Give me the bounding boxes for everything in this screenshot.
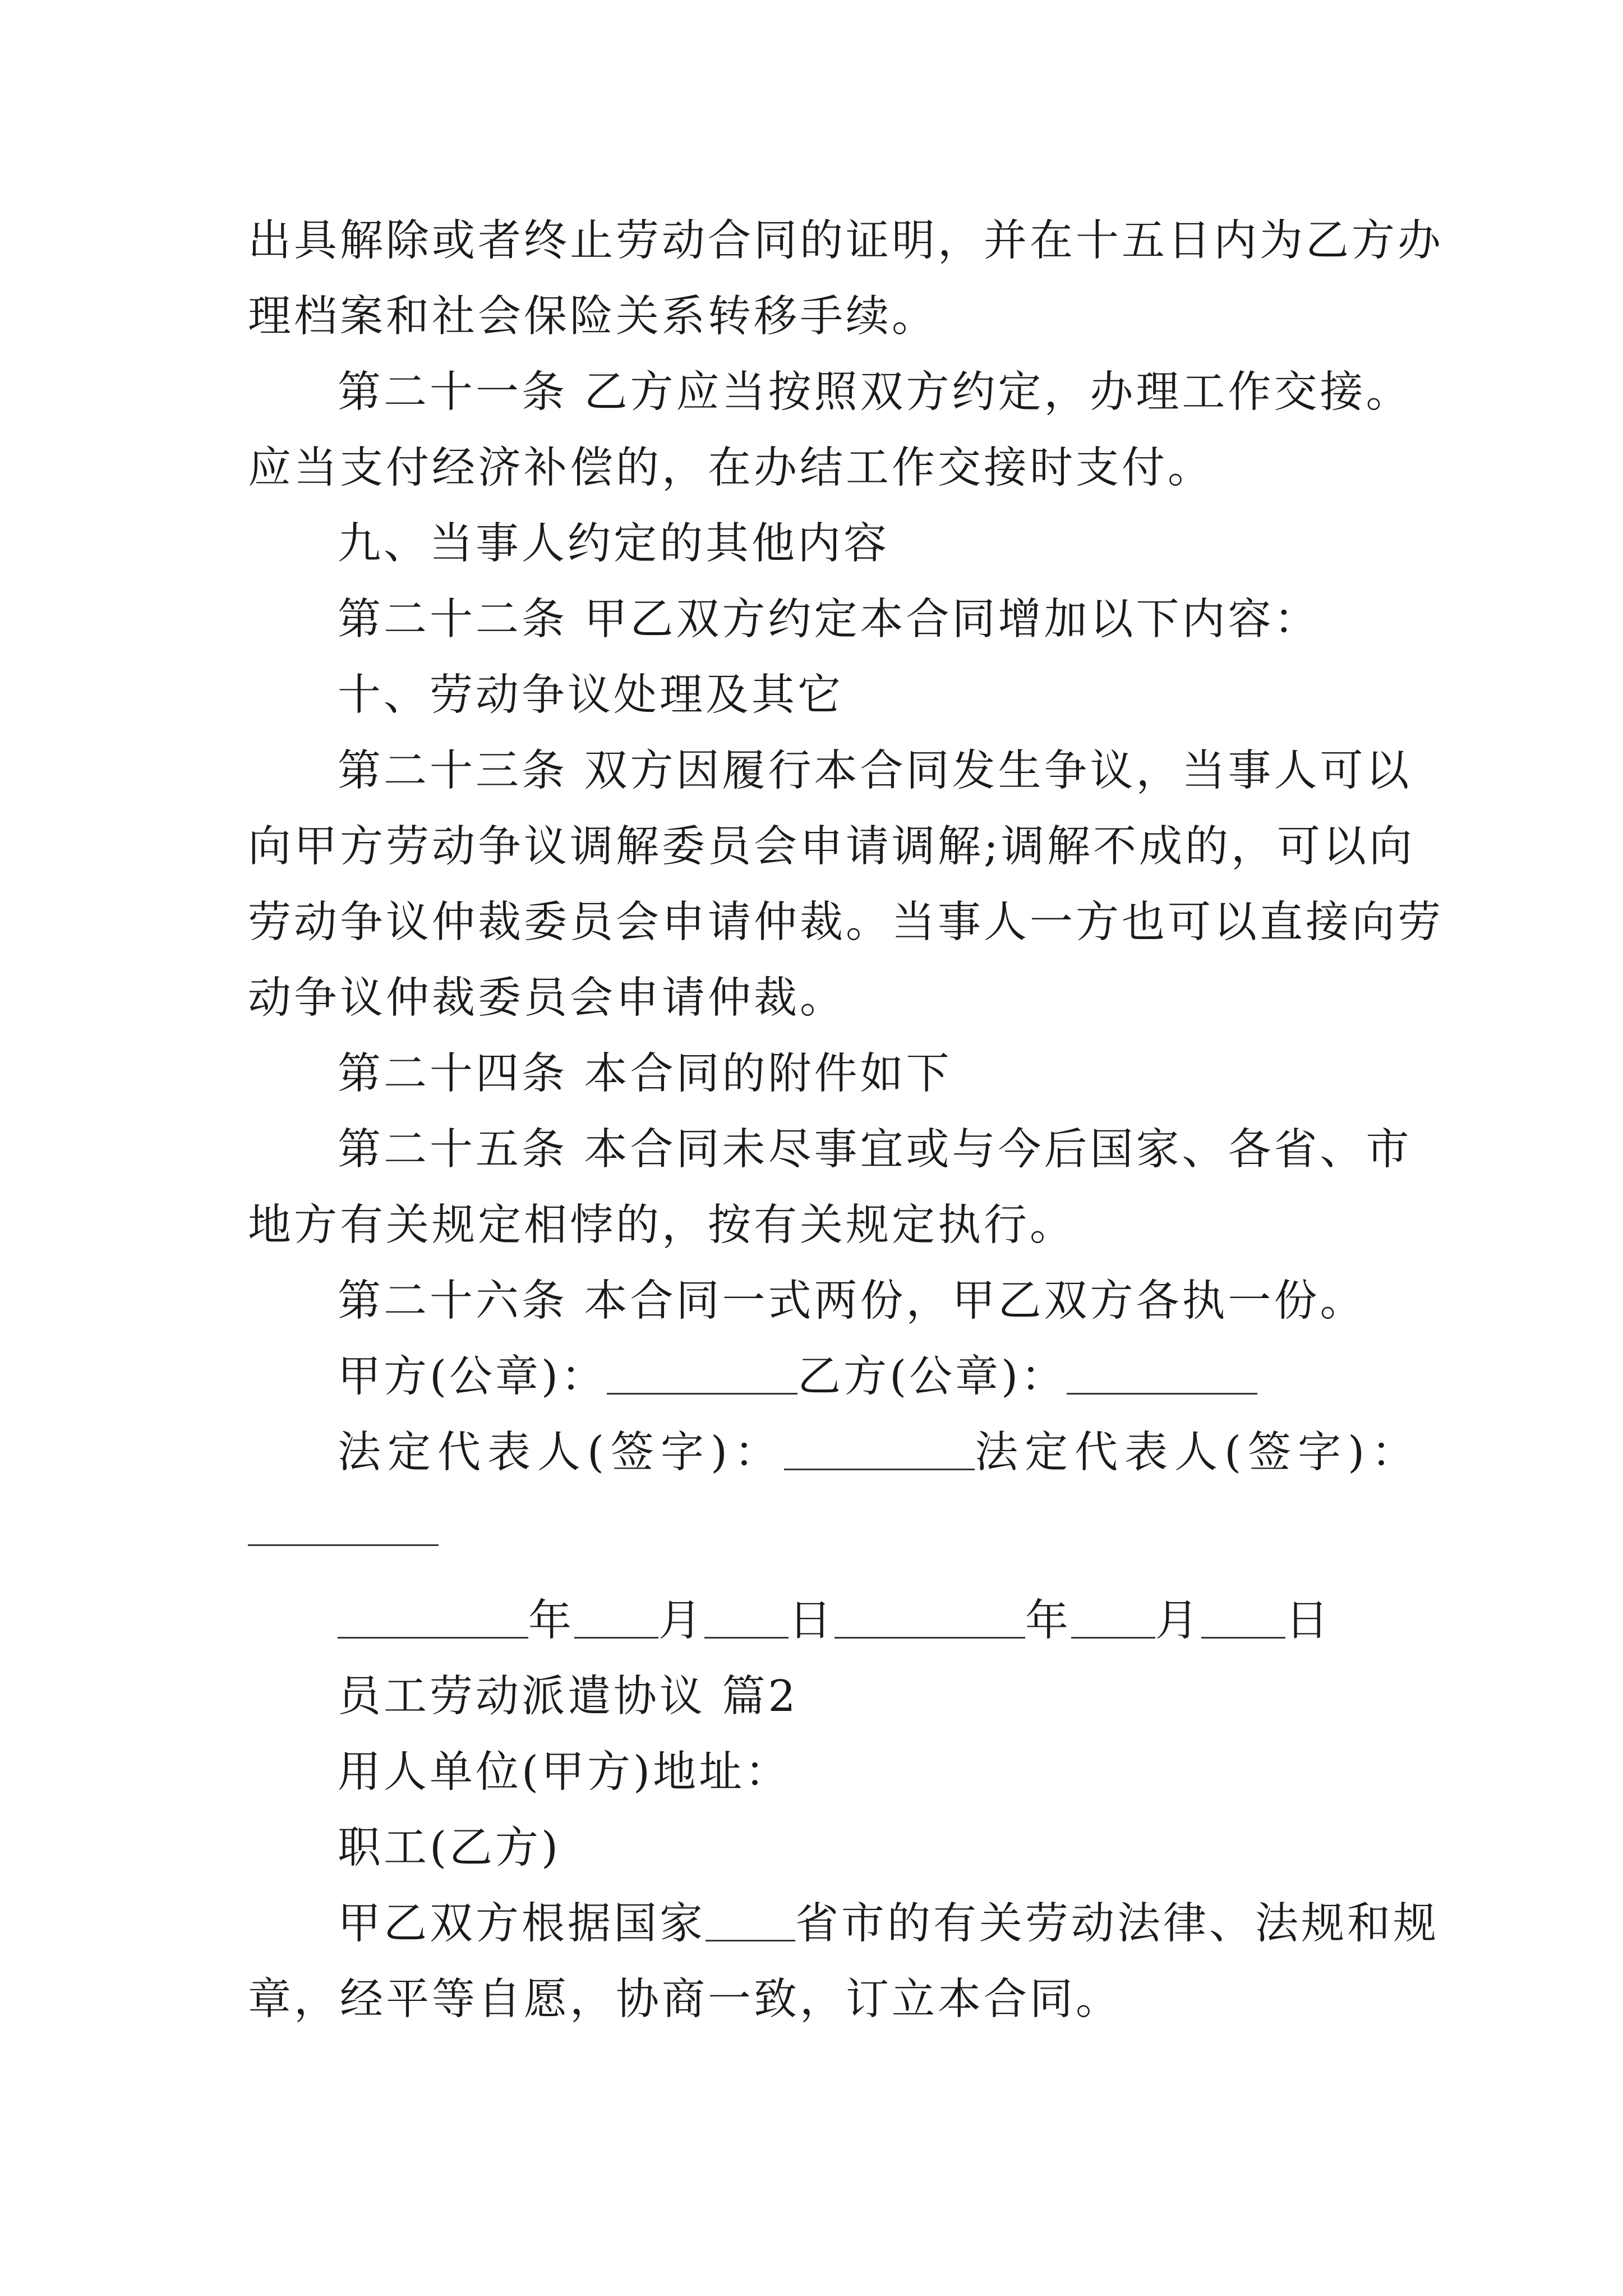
rep-a-blank xyxy=(784,1429,975,1470)
year-b-blank xyxy=(834,1598,1025,1639)
date-line xyxy=(338,1593,1331,1649)
party-a-seal-blank xyxy=(607,1354,797,1395)
clause-23: 第二十三条 双方因履行本合同发生争议，当事人可以 xyxy=(338,746,1412,796)
clause-21: 第二十一条 乙方应当按照双方约定，办理工作交接。 xyxy=(338,367,1412,417)
section2-para2: 章，经平等自愿，协商一致，订立本合同。 xyxy=(248,1975,1122,2024)
representative-line xyxy=(338,1425,1421,1481)
day-a-blank xyxy=(704,1598,789,1639)
day-b-label: 日 xyxy=(1285,1596,1331,1646)
text-line: 理档案和社会保险关系转移手续。 xyxy=(248,292,938,342)
rep-b-blank xyxy=(248,1505,439,1546)
year-a-label: 年 xyxy=(528,1596,574,1646)
seal-line xyxy=(338,1349,1257,1405)
month-b-label: 月 xyxy=(1155,1596,1201,1646)
month-a-label: 月 xyxy=(658,1596,704,1646)
text-line: 地方有关规定相悖的，按有关规定执行。 xyxy=(248,1200,1076,1250)
text-line: 向甲方劳动争议调解委员会申请调解;调解不成的，可以向 xyxy=(248,822,1415,872)
day-b-blank xyxy=(1201,1598,1285,1639)
para1-start: 甲乙双方根据国家 xyxy=(338,1899,706,1949)
year-b-label: 年 xyxy=(1025,1596,1071,1646)
text-line: 应当支付经济补偿的，在办结工作交接时支付。 xyxy=(248,443,1214,493)
text-line: 出具解除或者终止劳动合同的证明，并在十五日内为乙方办 xyxy=(248,216,1444,266)
clause-26: 第二十六条 本合同一式两份，甲乙双方各执一份。 xyxy=(338,1276,1366,1326)
month-b-blank xyxy=(1071,1598,1155,1639)
rep-a-label: 法定代表人(签字)： xyxy=(338,1428,785,1478)
section2-heading: 员工劳动派遣协议 篇2 xyxy=(338,1672,799,1722)
text-line: 动争议仲裁委员会申请仲裁。 xyxy=(248,973,846,1023)
clause-22: 第二十二条 甲乙双方约定本合同增加以下内容： xyxy=(338,595,1320,645)
party-b-seal-label: 乙方(公章)： xyxy=(797,1352,1067,1402)
province-blank xyxy=(706,1901,795,1941)
employee-line: 职工(乙方) xyxy=(338,1823,561,1873)
day-a-label: 日 xyxy=(789,1596,834,1646)
rep-b-blank-line xyxy=(248,1501,439,1557)
month-a-blank xyxy=(574,1598,658,1639)
clause-24: 第二十四条 本合同的附件如下 xyxy=(338,1049,952,1099)
para1-end: 省市的有关劳动法律、法规和规 xyxy=(795,1899,1439,1949)
year-a-blank xyxy=(338,1598,528,1639)
section-heading-10: 十、劳动争议处理及其它 xyxy=(338,670,843,720)
text-line: 劳动争议仲裁委员会申请仲裁。当事人一方也可以直接向劳 xyxy=(248,898,1444,947)
party-a-seal-label: 甲方(公章)： xyxy=(338,1352,607,1402)
rep-b-label: 法定代表人(签字)： xyxy=(975,1428,1422,1478)
employer-line: 用人单位(甲方)地址： xyxy=(338,1747,791,1797)
party-b-seal-blank xyxy=(1067,1354,1257,1395)
clause-25: 第二十五条 本合同未尽事宜或与今后国家、各省、市 xyxy=(338,1125,1412,1175)
section-heading-9: 九、当事人约定的其他内容 xyxy=(338,519,889,569)
section2-para1 xyxy=(338,1896,1439,1952)
